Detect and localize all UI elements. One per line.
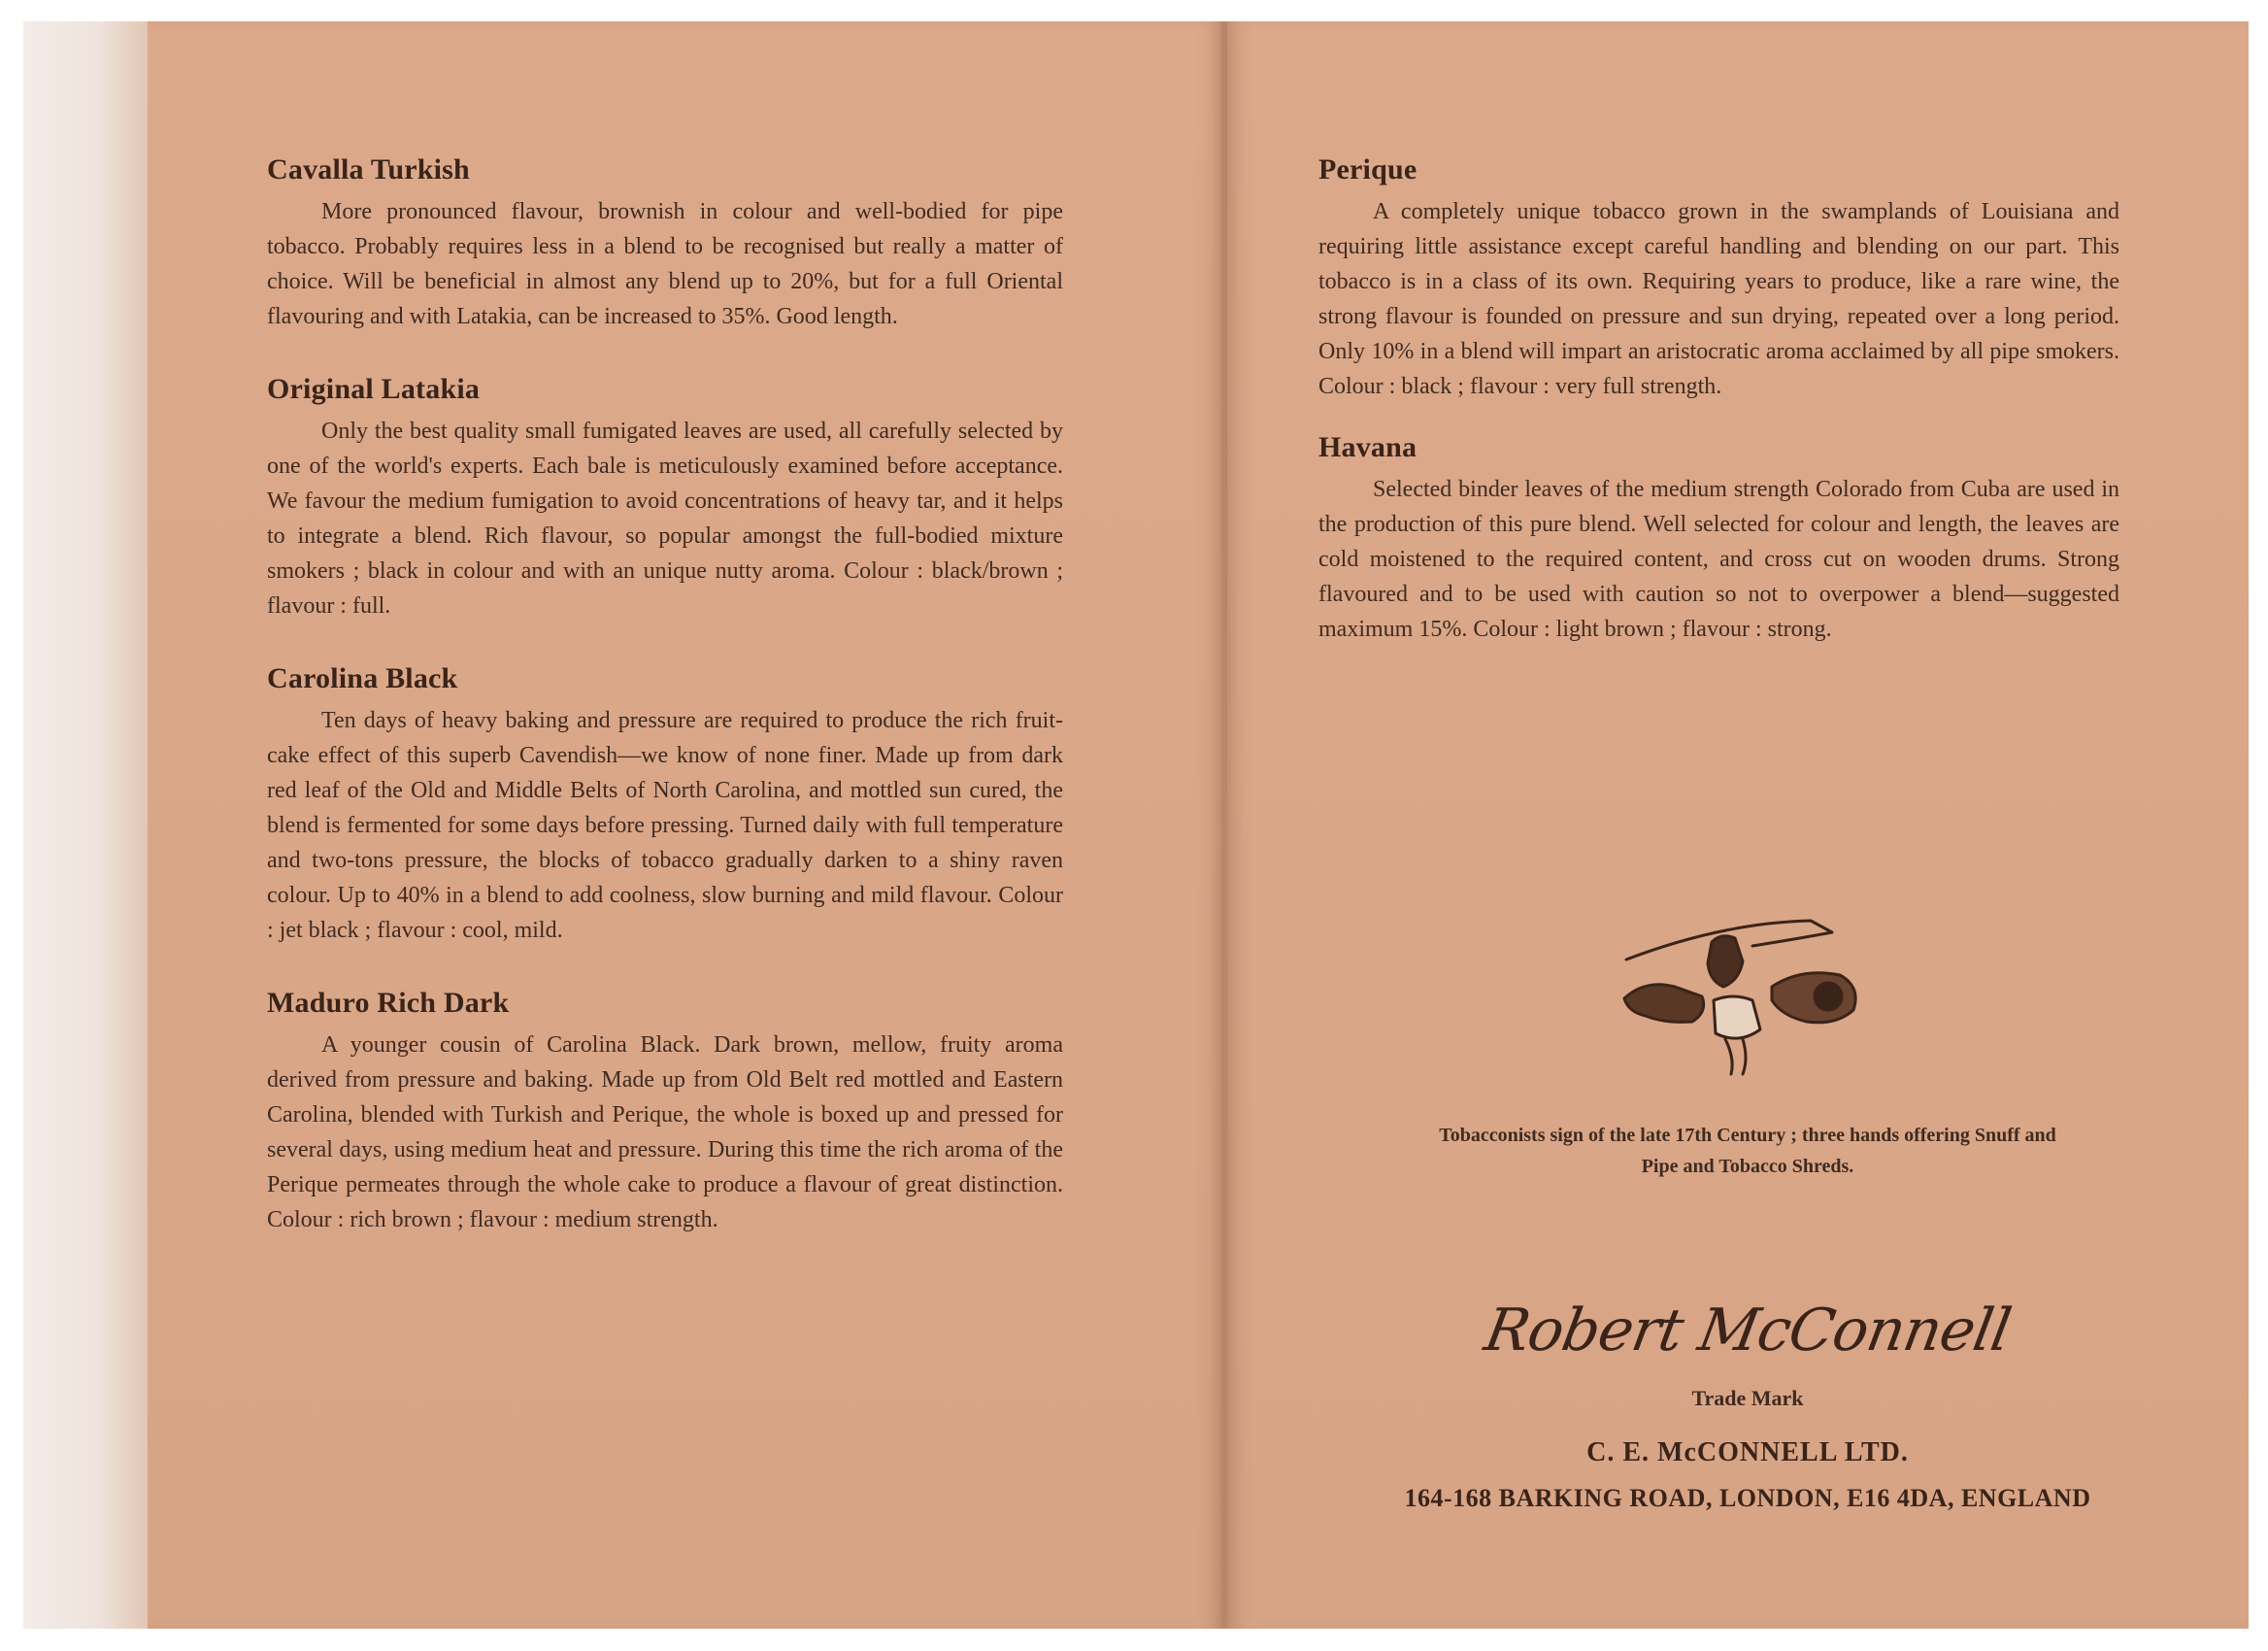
entry-body: A completely unique tobacco grown in the swamplands of Louisiana and requiring little assistance except careful handling and blending on our part. This tobacco is in a class of its own. Requiring years to produce, like a rare wine, the strong flavour is founded on pressure and sun drying, repeated over a long period. Only 10% in a blend will impart an aristocratic aroma acclaimed by all pipe smokers. Colour : black ; flavour : very full strength.: [1318, 199, 2119, 399]
tobacco-entry-havana: [1318, 431, 2119, 647]
tobacco-entry-original-latakia: [267, 373, 1063, 623]
entry-body: More pronounced flavour, brownish in colour and well-bodied for pipe tobacco. Probably requires less in a blend to be recognised but really a matter of choice. Will be beneficial in almost any blend up to 20%, but for a full Oriental flavouring and with Latakia, can be increased to 35%. Good length.: [267, 199, 1063, 329]
tobacco-entry-maduro-rich-dark: [267, 987, 1063, 1237]
tobacconist-sign-illustration: [1607, 903, 1869, 1083]
tobacco-entry-carolina-black: [267, 662, 1063, 948]
entry-body: Selected binder leaves of the medium strength Colorado from Cuba are used in the production of this pure blend. Well selected for colour and length, the leaves are cold moistened to the required content, and cross cut on wooden drums. Strong flavoured and to be used with caution so not to overpower a blend—suggested maximum 15%. Colour : light brown ; flavour : strong.: [1318, 477, 2119, 642]
entry-body: A younger cousin of Carolina Black. Dark brown, mellow, fruity aroma derived from pressure and baking. Made up from Old Belt red mottled and Eastern Carolina, blended with Turkish and Perique, the whole is boxed up and pressed for several days, using medium heat and pressure. During this time the rich aroma of the Perique permeates through the whole cake to produce a flavour of great distinction. Colour : rich brown ; flavour : medium strength.: [267, 1032, 1063, 1232]
entry-title: Maduro Rich Dark: [267, 987, 510, 1019]
signature-trademark: Robert McConnell: [1480, 1297, 2016, 1365]
scan-margin: [23, 21, 148, 1629]
right-column: [1318, 136, 2119, 674]
tobacco-entry-perique: [1318, 153, 2119, 404]
trademark-label: Trade Mark: [1691, 1386, 1804, 1410]
company-address: 164-168 BARKING ROAD, LONDON, E16 4DA, ENGLAND: [1404, 1484, 2091, 1512]
illustration-caption: Tobacconists sign of the late 17th Century ; three hands offering Snuff and Pipe and Tobacco Shreds.: [1439, 1125, 2056, 1177]
entry-title: Original Latakia: [267, 373, 481, 405]
entry-title: Havana: [1318, 431, 1418, 463]
entry-title: Carolina Black: [267, 662, 458, 694]
tobacco-entry-cavalla-turkish: [267, 153, 1063, 334]
company-name: C. E. McCONNELL LTD.: [1586, 1437, 1909, 1467]
entry-body: Only the best quality small fumigated leaves are used, all carefully selected by one of the world's experts. Each bale is meticulously examined before acceptance. We favour the medium fumigation to avoid concentrations of heavy tar, and it helps to integrate a blend. Rich flavour, so popular amongst the full-bodied mixture smokers ; black in colour and with an unique nutty aroma. Colour : black/brown ; flavour : full.: [267, 419, 1063, 619]
left-column: [267, 136, 1063, 1276]
entry-body: Ten days of heavy baking and pressure are required to produce the rich fruit-cake effect of this superb Cavendish—we know of none finer. Made up from dark red leaf of the Old and Middle Belts of North Carolina, and mottled sun cured, the blend is fermented for some days before pressing. Turned daily with full temperature and two-tons pressure, the blocks of tobacco gradually darken to a shiny raven colour. Up to 40% in a blend to add coolness, slow burning and mild flavour. Colour : jet black ; flavour : cool, mild.: [267, 708, 1063, 943]
hand-icon: [1708, 936, 1743, 987]
entry-title: Cavalla Turkish: [267, 153, 470, 185]
entry-title: Perique: [1318, 153, 1418, 185]
